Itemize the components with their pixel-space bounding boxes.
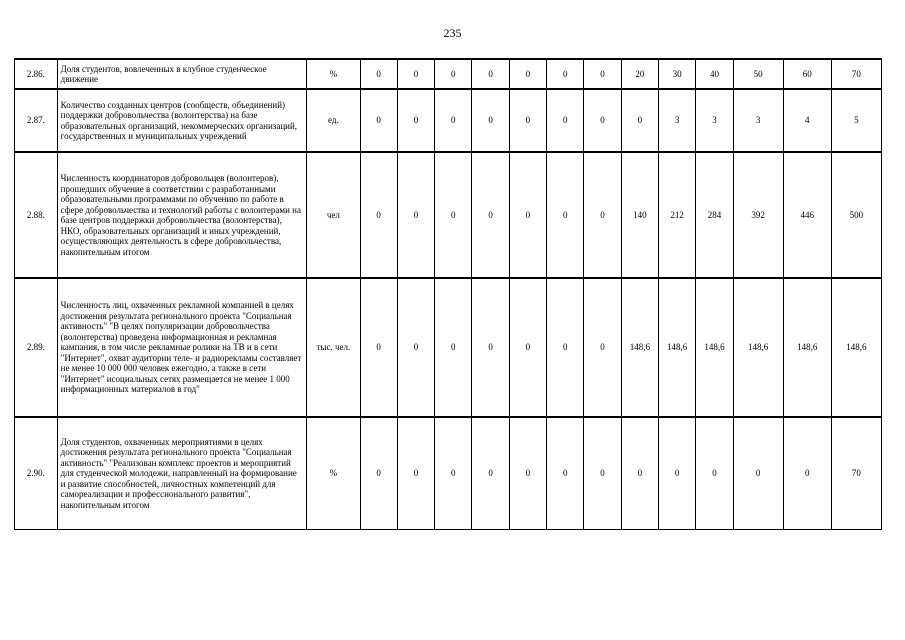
- value-cell: 392: [733, 152, 783, 278]
- value-cell: 0: [509, 278, 546, 417]
- value-cell: 0: [783, 417, 831, 529]
- value-cell: 0: [547, 152, 584, 278]
- value-cell: 0: [621, 417, 658, 529]
- value-cell: 0: [435, 278, 472, 417]
- value-cell: 148,6: [733, 278, 783, 417]
- indicator-description: Численность координаторов добровольцев (волонтеров), прошедших обучение в соответствии с разработанными образовательными программами по обучению по работе в сфере добровольчества и технологий работы с волонтерами на базе центров поддержки добровольчества (волонтерства), НКО, образовательных организаций и иных учреждений, осуществляющих деятельность в сфере добровольчества, накопительным итогом: [57, 152, 307, 278]
- value-cell: 70: [831, 417, 881, 529]
- value-cell: 0: [472, 152, 509, 278]
- value-cell: 4: [783, 89, 831, 152]
- value-cell: 0: [584, 59, 621, 89]
- value-cell: 0: [472, 59, 509, 89]
- value-cell: 0: [584, 278, 621, 417]
- value-cell: 0: [435, 152, 472, 278]
- value-cell: 70: [831, 59, 881, 89]
- value-cell: 0: [360, 59, 397, 89]
- value-cell: 148,6: [659, 278, 696, 417]
- value-cell: 0: [397, 417, 434, 529]
- value-cell: 0: [509, 89, 546, 152]
- value-cell: 0: [472, 417, 509, 529]
- value-cell: 0: [397, 89, 434, 152]
- row-number: 2.86.: [15, 59, 58, 89]
- value-cell: 0: [584, 89, 621, 152]
- indicator-description: Доля студентов, охваченных мероприятиями в целях достижения результата регионального проекта "Социальная активность" "Реализован комплекс проектов и мероприятий для студенческой молодежи, направленный на формирование и развитие способностей, личностных компетенций для самореализации и профессионального развития", накопительным итогом: [57, 417, 307, 529]
- value-cell: 0: [547, 417, 584, 529]
- unit-cell: ед.: [307, 89, 360, 152]
- value-cell: 60: [783, 59, 831, 89]
- value-cell: 20: [621, 59, 658, 89]
- value-cell: 500: [831, 152, 881, 278]
- value-cell: 0: [509, 152, 546, 278]
- value-cell: 0: [360, 152, 397, 278]
- value-cell: 284: [696, 152, 733, 278]
- row-number: 2.89.: [15, 278, 58, 417]
- value-cell: 0: [659, 417, 696, 529]
- value-cell: 0: [397, 278, 434, 417]
- value-cell: 0: [360, 417, 397, 529]
- value-cell: 0: [509, 59, 546, 89]
- value-cell: 148,6: [783, 278, 831, 417]
- value-cell: 0: [509, 417, 546, 529]
- value-cell: 50: [733, 59, 783, 89]
- unit-cell: %: [307, 59, 360, 89]
- value-cell: 148,6: [831, 278, 881, 417]
- indicators-table: [14, 58, 882, 530]
- row-number: 2.88.: [15, 152, 58, 278]
- value-cell: 0: [397, 59, 434, 89]
- value-cell: 0: [360, 89, 397, 152]
- value-cell: 0: [696, 417, 733, 529]
- value-cell: 212: [659, 152, 696, 278]
- value-cell: 30: [659, 59, 696, 89]
- value-cell: 0: [397, 152, 434, 278]
- table-row: [15, 59, 882, 89]
- value-cell: 0: [547, 278, 584, 417]
- table-row: [15, 152, 882, 278]
- unit-cell: чел: [307, 152, 360, 278]
- unit-cell: %: [307, 417, 360, 529]
- value-cell: 0: [584, 417, 621, 529]
- indicator-description: Доля студентов, вовлеченных в клубное студенческое движение: [57, 59, 307, 89]
- value-cell: 0: [435, 59, 472, 89]
- row-number: 2.90.: [15, 417, 58, 529]
- value-cell: 446: [783, 152, 831, 278]
- indicator-description: Количество созданных центров (сообществ, объединений) поддержки добровольчества (волонтерства) на базе образовательных организаций, некоммерческих организаций, государственных и муниципальных учреждений: [57, 89, 307, 152]
- table-row: [15, 278, 882, 417]
- value-cell: 5: [831, 89, 881, 152]
- value-cell: 148,6: [621, 278, 658, 417]
- value-cell: 40: [696, 59, 733, 89]
- indicator-description: Численность лиц, охваченных рекламной компанией в целях достижения результата регионального проекта "Социальная активность" "В целях популяризации добровольчества (волонтерства) проведена информационная и рекламная кампания, в том числе рекламные ролики на ТВ и в сети "Интернет", охват аудитории теле- и радиорекламы составляет не менее 10 000 000 человек ежегодно, а также в сети "Интернет" исоциальных сетях размещается не менее 1 000 информационных материалов в год": [57, 278, 307, 417]
- value-cell: 0: [435, 417, 472, 529]
- value-cell: 0: [547, 59, 584, 89]
- table-row: [15, 417, 882, 529]
- value-cell: 0: [584, 152, 621, 278]
- value-cell: 148,6: [696, 278, 733, 417]
- value-cell: 0: [547, 89, 584, 152]
- value-cell: 140: [621, 152, 658, 278]
- value-cell: 0: [435, 89, 472, 152]
- value-cell: 0: [472, 89, 509, 152]
- value-cell: 0: [360, 278, 397, 417]
- value-cell: 3: [733, 89, 783, 152]
- page-number: 235: [443, 26, 462, 40]
- unit-cell: тыс. чел.: [307, 278, 360, 417]
- value-cell: 0: [472, 278, 509, 417]
- value-cell: 0: [621, 89, 658, 152]
- value-cell: 3: [659, 89, 696, 152]
- row-number: 2.87.: [15, 89, 58, 152]
- value-cell: 0: [733, 417, 783, 529]
- value-cell: 3: [696, 89, 733, 152]
- table-row: [15, 89, 882, 152]
